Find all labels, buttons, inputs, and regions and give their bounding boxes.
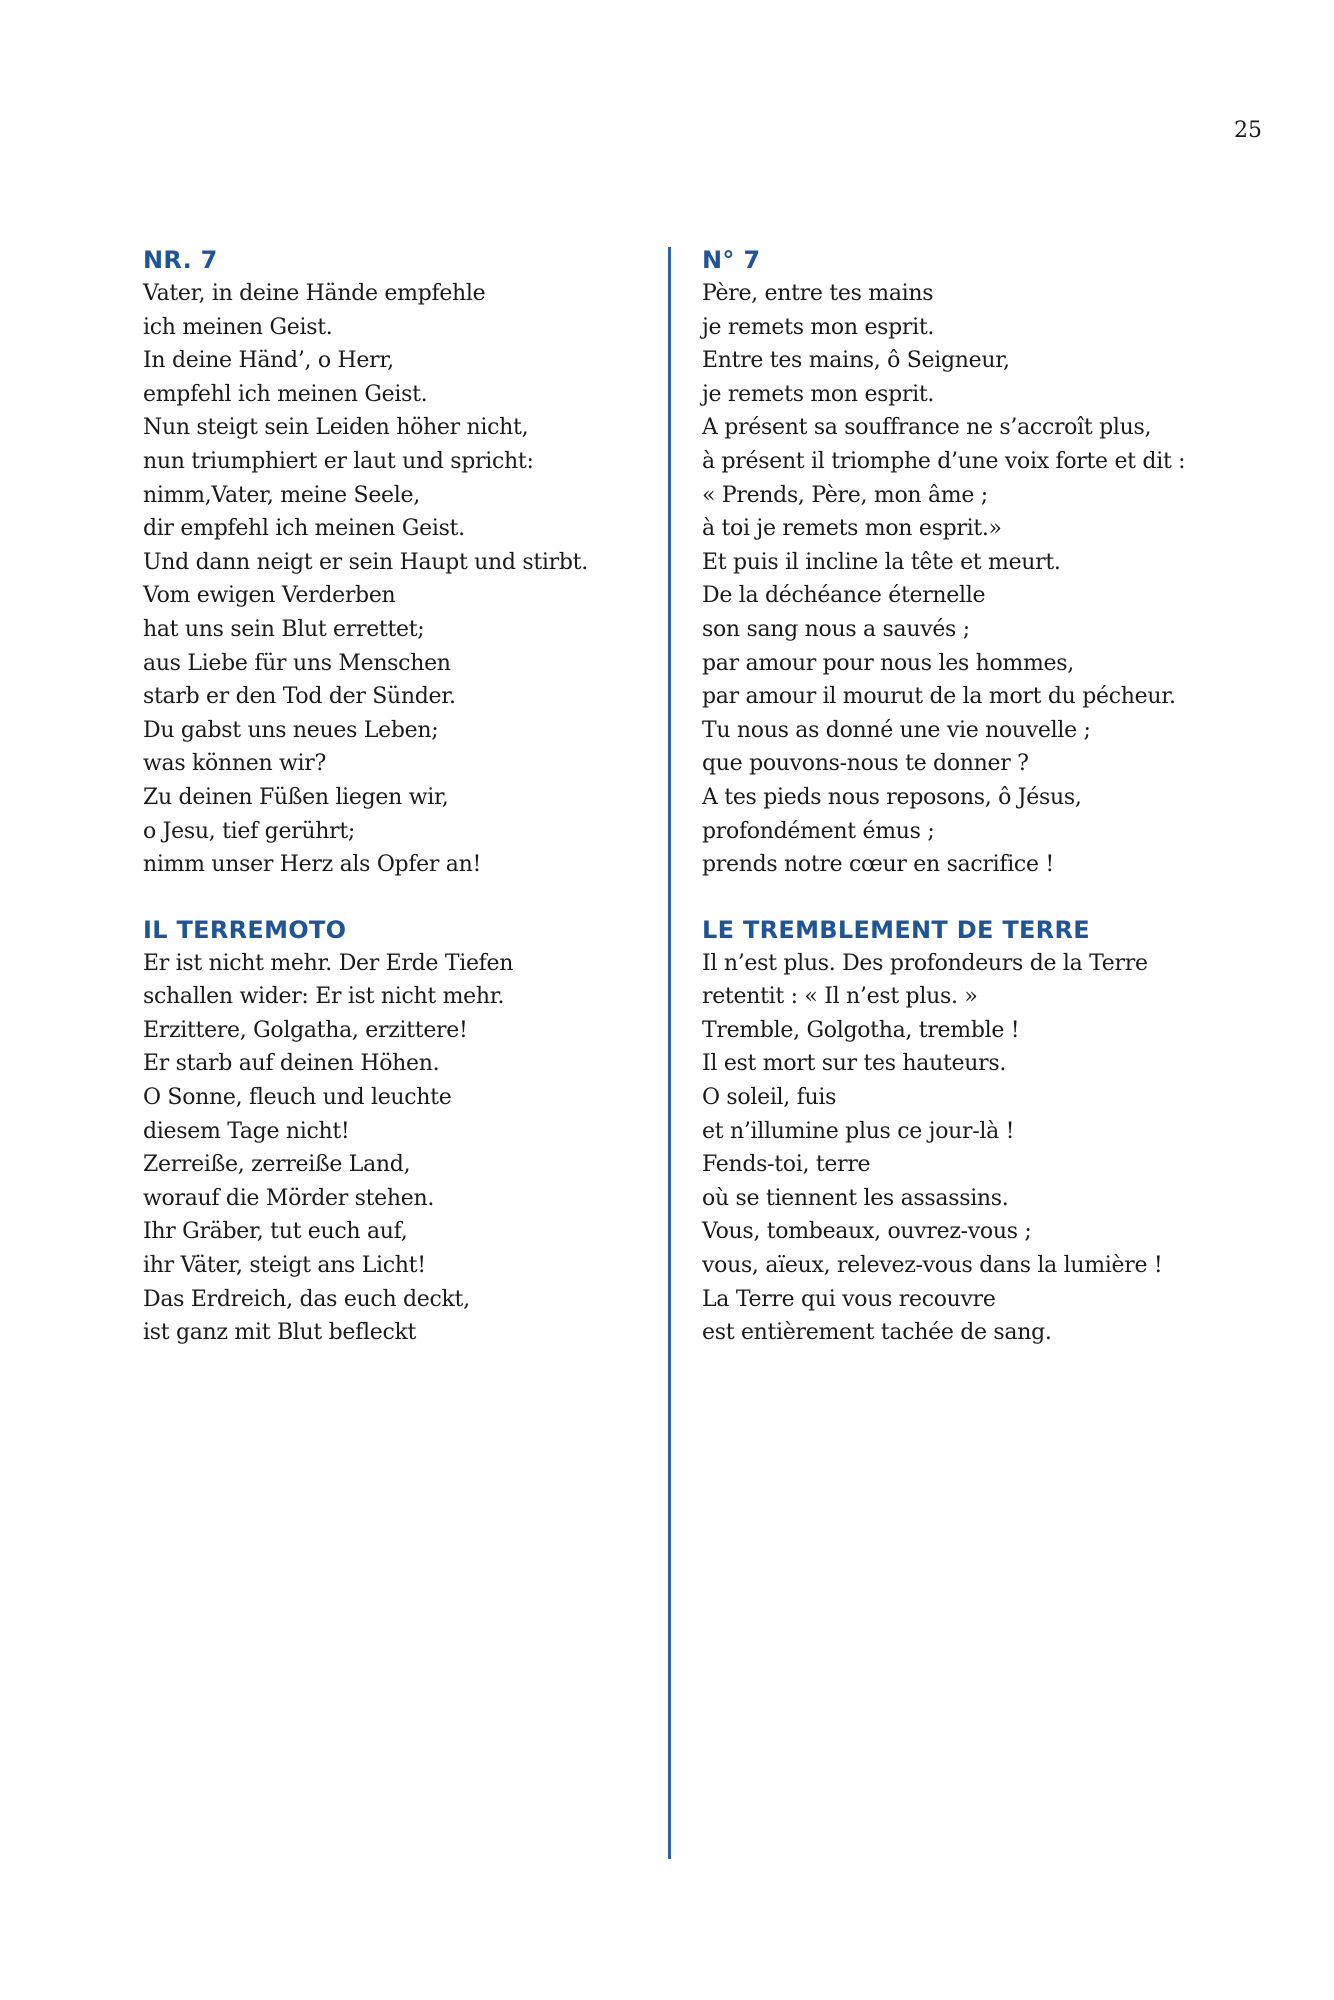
verse-line: ich meinen Geist.	[143, 314, 333, 340]
verse-line: je remets mon esprit.	[702, 381, 935, 407]
verse-line: starb er den Tod der Sünder.	[143, 684, 456, 710]
verse-lines	[702, 277, 1262, 882]
verse-line: aus Liebe für uns Menschen	[143, 650, 451, 676]
verse-line: A tes pieds nous reposons, ô Jésus,	[702, 784, 1082, 810]
verse-line: nimm unser Herz als Opfer an!	[143, 852, 482, 878]
verse-line: que pouvons-nous te donner ?	[702, 751, 1029, 777]
verse-line: par amour il mourut de la mort du pécheur.	[702, 684, 1176, 710]
verse-line: hat uns sein Blut errettet;	[143, 616, 425, 642]
verse-line: Erzittere, Golgatha, erzittere!	[143, 1017, 468, 1043]
verse-line: Das Erdreich, das euch deckt,	[143, 1286, 470, 1312]
german-column	[143, 243, 703, 1350]
verse-line: o Jesu, tief gerührt;	[143, 818, 355, 844]
verse-line: Il n’est plus. Des profondeurs de la Terre	[702, 950, 1148, 976]
verse-line: Nun steigt sein Leiden höher nicht,	[143, 415, 529, 441]
verse-line: diesem Tage nicht!	[143, 1118, 350, 1144]
verse-line: son sang nous a sauvés ;	[702, 616, 970, 642]
verse-line: Il est mort sur tes hauteurs.	[702, 1051, 1007, 1077]
verse-lines	[702, 947, 1262, 1350]
verse-line: In deine Händ’, o Herr,	[143, 348, 394, 374]
german-section-terremoto	[143, 913, 703, 1350]
section-heading: IL TERREMOTO	[143, 915, 347, 944]
french-section-no7	[702, 243, 1262, 882]
verse-line: Vater, in deine Hände empfehle	[143, 281, 486, 306]
verse-line: O soleil, fuis	[702, 1085, 837, 1111]
verse-line: Du gabst uns neues Leben;	[143, 717, 439, 743]
page-number: 25	[1234, 118, 1262, 143]
verse-line: Vous, tombeaux, ouvrez-vous ;	[702, 1219, 1032, 1245]
verse-line: nun triumphiert er laut und spricht:	[143, 448, 534, 474]
verse-line: profondément émus ;	[702, 818, 935, 844]
verse-line: worauf die Mörder stehen.	[143, 1185, 435, 1211]
verse-line: Zerreiße, zerreiße Land,	[143, 1152, 411, 1178]
verse-line: Tremble, Golgotha, tremble !	[702, 1017, 1020, 1043]
verse-line: A présent sa souffrance ne s’accroît plus,	[702, 415, 1152, 441]
verse-line: retentit : « Il n’est plus. »	[702, 984, 978, 1010]
verse-line: nimm,Vater, meine Seele,	[143, 482, 420, 508]
german-section-nr7	[143, 243, 703, 882]
french-column	[702, 243, 1262, 1350]
verse-lines	[143, 947, 703, 1350]
verse-line: Ihr Gräber, tut euch auf,	[143, 1219, 408, 1245]
section-heading: N° 7	[702, 246, 761, 274]
section-heading: NR. 7	[143, 246, 218, 274]
verse-line: Er ist nicht mehr. Der Erde Tiefen	[143, 950, 514, 976]
french-section-tremblement	[702, 913, 1262, 1350]
verse-line: ihr Väter, steigt ans Licht!	[143, 1253, 426, 1279]
verse-line: Entre tes mains, ô Seigneur,	[702, 348, 1010, 374]
verse-line: La Terre qui vous recouvre	[702, 1286, 996, 1312]
verse-line: empfehl ich meinen Geist.	[143, 381, 428, 407]
verse-line: vous, aïeux, relevez-vous dans la lumière !	[702, 1253, 1163, 1279]
verse-line: je remets mon esprit.	[702, 314, 935, 340]
verse-line: où se tiennent les assassins.	[702, 1185, 1009, 1211]
verse-line: Et puis il incline la tête et meurt.	[702, 549, 1061, 575]
section-heading: LE TREMBLEMENT DE TERRE	[702, 915, 1090, 944]
verse-line: à présent il triomphe d’une voix forte et dit :	[702, 448, 1186, 474]
verse-line: Père, entre tes mains	[702, 281, 934, 306]
verse-line: schallen wider: Er ist nicht mehr.	[143, 984, 505, 1010]
verse-line: Fends-toi, terre	[702, 1152, 871, 1178]
verse-line: par amour pour nous les hommes,	[702, 650, 1074, 676]
verse-line: O Sonne, fleuch und leuchte	[143, 1085, 452, 1111]
verse-line: Und dann neigt er sein Haupt und stirbt.	[143, 549, 588, 575]
verse-line: dir empfehl ich meinen Geist.	[143, 516, 465, 542]
verse-line: Vom ewigen Verderben	[143, 583, 396, 609]
verse-line: De la déchéance éternelle	[702, 583, 986, 609]
verse-line: was können wir?	[143, 751, 327, 777]
verse-lines	[143, 277, 703, 882]
verse-line: et n’illumine plus ce jour-là !	[702, 1118, 1015, 1144]
verse-line: « Prends, Père, mon âme ;	[702, 482, 988, 508]
verse-line: est entièrement tachée de sang.	[702, 1320, 1052, 1346]
verse-line: Tu nous as donné une vie nouvelle ;	[702, 717, 1091, 743]
verse-line: Zu deinen Füßen liegen wir,	[143, 784, 449, 810]
verse-line: ist ganz mit Blut befleckt	[143, 1320, 417, 1346]
verse-line: à toi je remets mon esprit.»	[702, 516, 1002, 542]
verse-line: Er starb auf deinen Höhen.	[143, 1051, 440, 1077]
verse-line: prends notre cœur en sacrifice !	[702, 852, 1054, 878]
